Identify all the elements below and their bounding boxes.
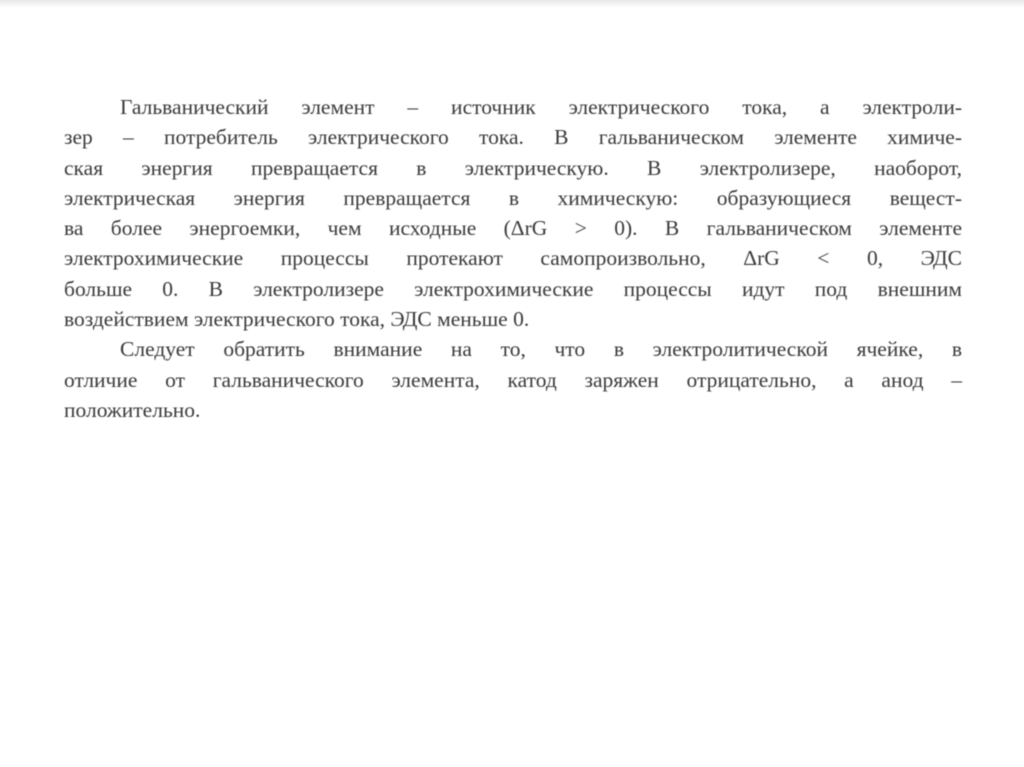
paragraph-1-line-1: Гальванический элемент – источник электрического тока, а электроли- xyxy=(120,95,962,119)
paragraph-1-line-8: воздействием электрического тока, ЭДС меньше 0. xyxy=(64,307,530,332)
paragraph-2-line-3: положительно. xyxy=(64,397,201,422)
paragraph-2-line-1: Следует обратить внимание на то, что в электролитической ячейке, в xyxy=(120,337,962,362)
top-shadow xyxy=(0,0,1024,8)
paragraph-1-line-2: зер – потребитель электрического тока. В гальваническом элементе химиче- xyxy=(64,125,962,150)
document-text xyxy=(64,92,962,425)
paragraph-1-line-3: ская энергия превращается в электрическую. В электролизере, наоборот, xyxy=(64,155,962,180)
paragraph-1-line-5: ва более энергоемки, чем исходные (ΔrG > 0). В гальваническом элементе xyxy=(64,216,962,241)
paragraph-2-line-2: отличие от гальванического элемента, катод заряжен отрицательно, а анод – xyxy=(64,367,962,392)
paragraph-1-line-4: электрическая энергия превращается в химическую: образующиеся вещест- xyxy=(64,185,962,210)
paragraph-1-line-7: больше 0. В электролизере электрохимические процессы идут под внешним xyxy=(64,276,962,301)
paragraph-1-line-6: электрохимические процессы протекают самопроизвольно, ΔrG < 0, ЭДС xyxy=(64,246,962,271)
